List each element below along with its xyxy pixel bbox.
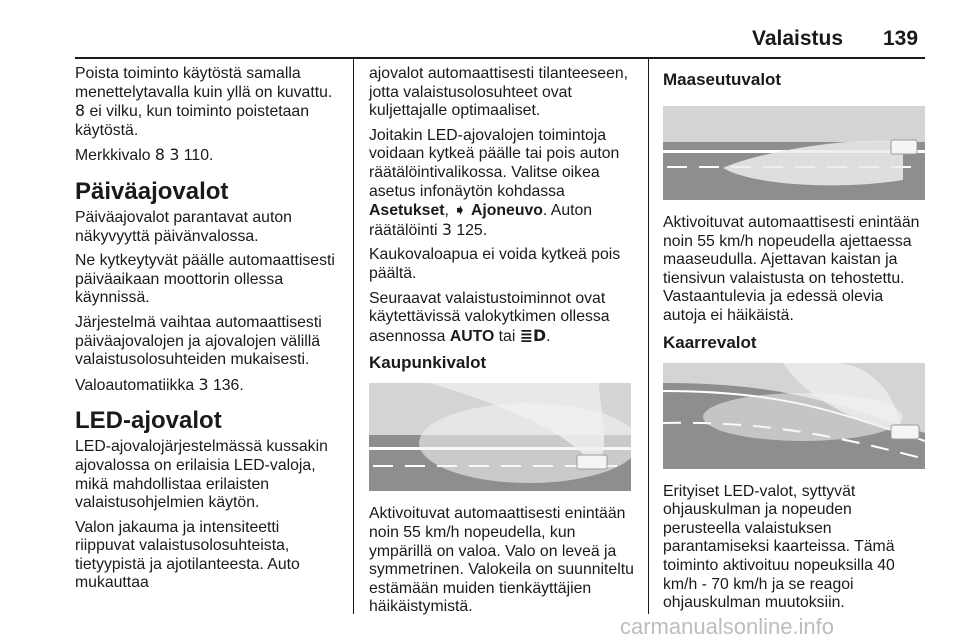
paragraph: Erityiset LED-valot, syttyvät ohjauskulman ja nopeuden perusteella valaistuksen parantamiseksi kaarteissa. Tämä toiminto aktivoituu nopeuksilla 40 km/h - 70 km/h ja se reagoi ohjauskulman muutoksiin. — [663, 482, 895, 612]
light-icon: 8 — [154, 145, 165, 165]
heading-city-lights: Kaupunkivalot — [369, 353, 487, 373]
switch-position-auto: AUTO — [449, 327, 495, 345]
column-divider-2 — [648, 58, 649, 614]
heading-curve-lights: Kaarrevalot — [663, 332, 757, 352]
page-ref-arrow-icon: 3 — [198, 374, 209, 394]
paragraph: Merkkivalo 8 3 110. — [75, 145, 214, 165]
page-reference[interactable]: 136. — [212, 376, 244, 394]
page-reference[interactable]: 125. — [456, 221, 488, 239]
paragraph: LED-ajovalojärjestelmässä kussakin ajovalossa on erilaisia LED-valoja, mikä mahdollistaa erilaisten valaistusohjelmien käytön. — [75, 438, 328, 512]
paragraph: Aktivoituvat automaattisesti enintään noin 55 km/h nopeudella, kun ympärillä on valoa. Valo on leveä ja symmetrinen. Valokeila on suunniteltu estämään muiden tienkäyttäjien häikäistymistä. — [369, 505, 634, 616]
paragraph: Päiväajovalot parantavat auton näkyvyyttä päivänvalossa. — [75, 208, 292, 245]
page-ref-arrow-icon: 3 — [441, 219, 452, 239]
paragraph: ajovalot automaattisesti tilanteeseen, jotta valaistusolosuhteet ovat kuljettajalle optimaaliset. — [369, 65, 629, 120]
low-beam-icon: ≣D — [519, 325, 547, 345]
menu-settings: Asetukset — [369, 202, 445, 220]
page-ref-arrow-icon: 3 — [169, 145, 180, 165]
paragraph: Aktivoituvat automaattisesti enintään noin 55 km/h nopeudella ajettaessa maaseudulla. Ajettavan kaistan ja tiensivun valaistusta on tehostettu. Vastaantulevia ja edessä olevia autoja ei häikäistä. — [663, 214, 920, 324]
paragraph: Järjestelmä vaihtaa automaattisesti päiväajovalojen ja ajovalojen välillä valaistusolosuhteiden mukaisesti. — [75, 313, 322, 369]
chapter-title: Valaistus — [752, 27, 844, 50]
paragraph: Poista toiminto käytöstä samalla menettelytavalla kuin yllä on kuvattu. 8 ei vilku, kun toiminto poistetaan käytöstä. — [75, 65, 333, 139]
light-icon: 8 — [75, 101, 86, 121]
menu-arrow-icon: ➧ — [453, 200, 467, 220]
paragraph: Ne kytkeytyvät päälle automaattisesti päiväaikaan moottorin ollessa käynnissä. — [75, 252, 335, 307]
paragraph: Valon jakauma ja intensiteetti riippuvat valaistusolosuhteista, tietyypistä ja ajotilanteesta. Auto mukauttaa — [75, 518, 300, 592]
column-3 — [663, 65, 928, 619]
paragraph: Kaukovaloapua ei voida kytkeä pois päältä. — [369, 246, 621, 282]
watermark: carmanualsonline.info — [620, 614, 835, 639]
header-rule — [75, 57, 925, 59]
city-light-illustration — [369, 383, 631, 491]
heading-led-headlights: LED-ajovalot — [75, 407, 222, 435]
column-2 — [369, 65, 635, 623]
country-light-illustration — [663, 106, 925, 200]
paragraph: Joitakin LED-ajovalojen toimintoja voidaan kytkeä päälle tai pois auton räätälöintivalikossa. Valitse oikea asetus infonäytön kohdassa Asetukset, ➧ Ajoneuvo. Auton räätälöinti 3 125. — [369, 126, 620, 239]
column-1 — [75, 65, 340, 599]
paragraph: Valoautomatiikka 3 136. — [75, 374, 244, 394]
page-header — [0, 0, 960, 56]
heading-country-lights: Maaseutuvalot — [663, 70, 782, 89]
page-reference[interactable]: 110. — [183, 147, 214, 165]
column-divider-1 — [353, 58, 354, 614]
heading-daytime-lights: Päiväajovalot — [75, 177, 229, 205]
menu-vehicle: Ajoneuvo — [470, 202, 543, 220]
paragraph: Seuraavat valaistustoiminnot ovat käytettävissä valokytkimen ollessa asennossa AUTO tai ≣D. — [369, 289, 610, 345]
page-number: 139 — [883, 27, 919, 50]
curve-light-illustration — [663, 363, 925, 469]
